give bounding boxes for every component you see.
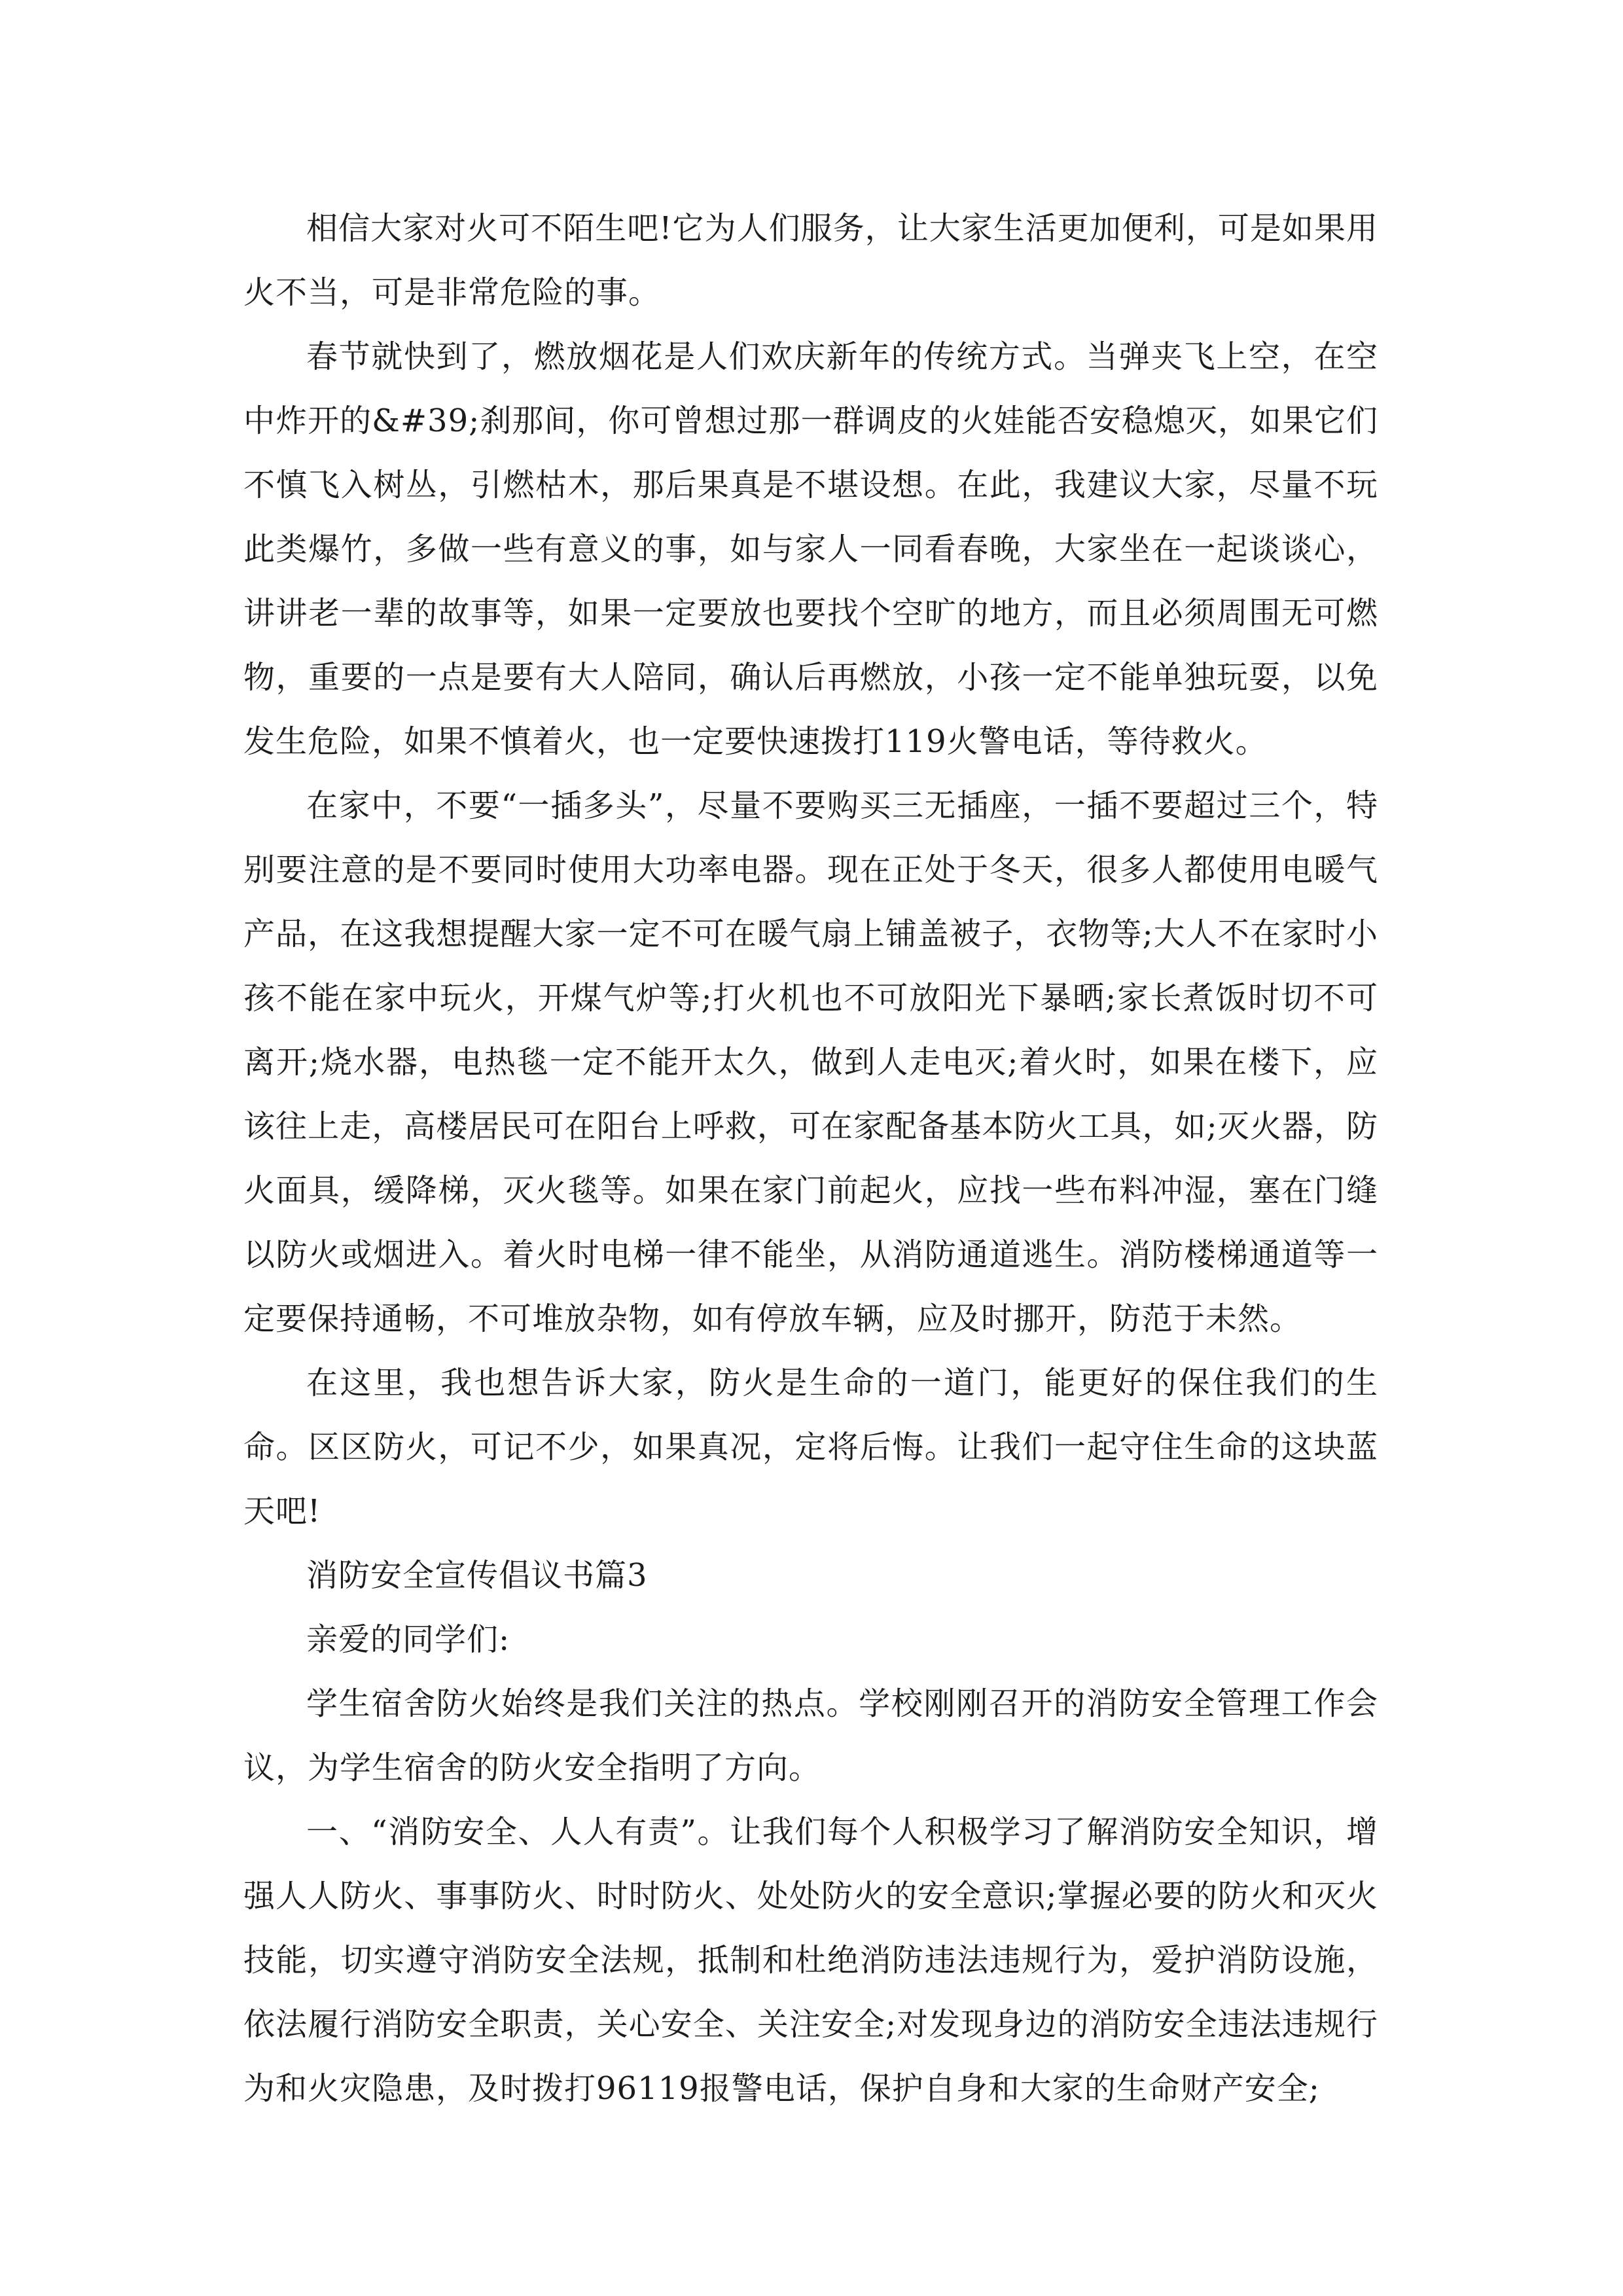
paragraph-conclusion: 在这里，我也想告诉大家，防火是生命的一道门，能更好的保住我们的生命。区区防火，可记不少，如果真况，定将后悔。让我们一起守住生命的这块蓝天吧! (243, 1365, 1378, 1530)
salutation: 亲爱的同学们: (306, 1621, 510, 1658)
paragraph-dorm-safety: 学生宿舍防火始终是我们关注的热点。学校刚刚召开的消防安全管理工作会议，为学生宿舍的防火安全指明了方向。 (243, 1685, 1378, 1786)
document-body (243, 196, 1378, 2121)
paragraph-fire-intro: 相信大家对火可不陌生吧!它为人们服务，让大家生活更加便利，可是如果用火不当，可是非常危险的事。 (243, 210, 1378, 311)
paragraph-fireworks: 春节就快到了，燃放烟花是人们欢庆新年的传统方式。当弹夹飞上空，在空中炸开的&#39;刹那间，你可曾想过那一群调皮的火娃能否安稳熄灭，如果它们不慎飞入树丛，引燃枯木，那后果真是不堪设想。在此，我建议大家，尽量不玩此类爆竹，多做一些有意义的事，如与家人一同看春晚，大家坐在一起谈谈心，讲讲老一辈的故事等，如果一定要放也要找个空旷的地方，而且必须周围无可燃物，重要的一点是要有大人陪同，确认后再燃放，小孩一定不能单独玩耍，以免发生危险，如果不慎着火，也一定要快速拨打119火警电话，等待救火。 (243, 338, 1378, 760)
paragraph-home-safety: 在家中，不要“一插多头”，尽量不要购买三无插座，一插不要超过三个，特别要注意的是不要同时使用大功率电器。现在正处于冬天，很多人都使用电暖气产品，在这我想提醒大家一定不可在暖气扇上铺盖被子，衣物等;大人不在家时小孩不能在家中玩火，开煤气炉等;打火机也不可放阳光下暴晒;家长煮饭时切不可离开;烧水器，电热毯一定不能开太久，做到人走电灭;着火时，如果在楼下，应该往上走，高楼居民可在阳台上呼救，可在家配备基本防火工具，如;灭火器，防火面具，缓降梯，灭火毯等。如果在家门前起火，应找一些布料冲湿，塞在门缝以防火或烟进入。着火时电梯一律不能坐，从消防通道逃生。消防楼梯通道等一定要保持通畅，不可堆放杂物，如有停放车辆，应及时挪开，防范于未然。 (243, 787, 1378, 1337)
section-title: 消防安全宣传倡议书篇3 (306, 1557, 648, 1594)
paragraph-point-one: 一、“消防安全、人人有责”。让我们每个人积极学习了解消防安全知识，增强人人防火、事事防火、时时防火、处处防火的安全意识;掌握必要的防火和灭火技能，切实遵守消防安全法规，抵制和杜绝消防违法违规行为，爱护消防设施，依法履行消防安全职责，关心安全、关注安全;对发现身边的消防安全违法违规行为和火灾隐患，及时拨打96119报警电话，保护自身和大家的生命财产安全; (243, 1814, 1378, 2107)
